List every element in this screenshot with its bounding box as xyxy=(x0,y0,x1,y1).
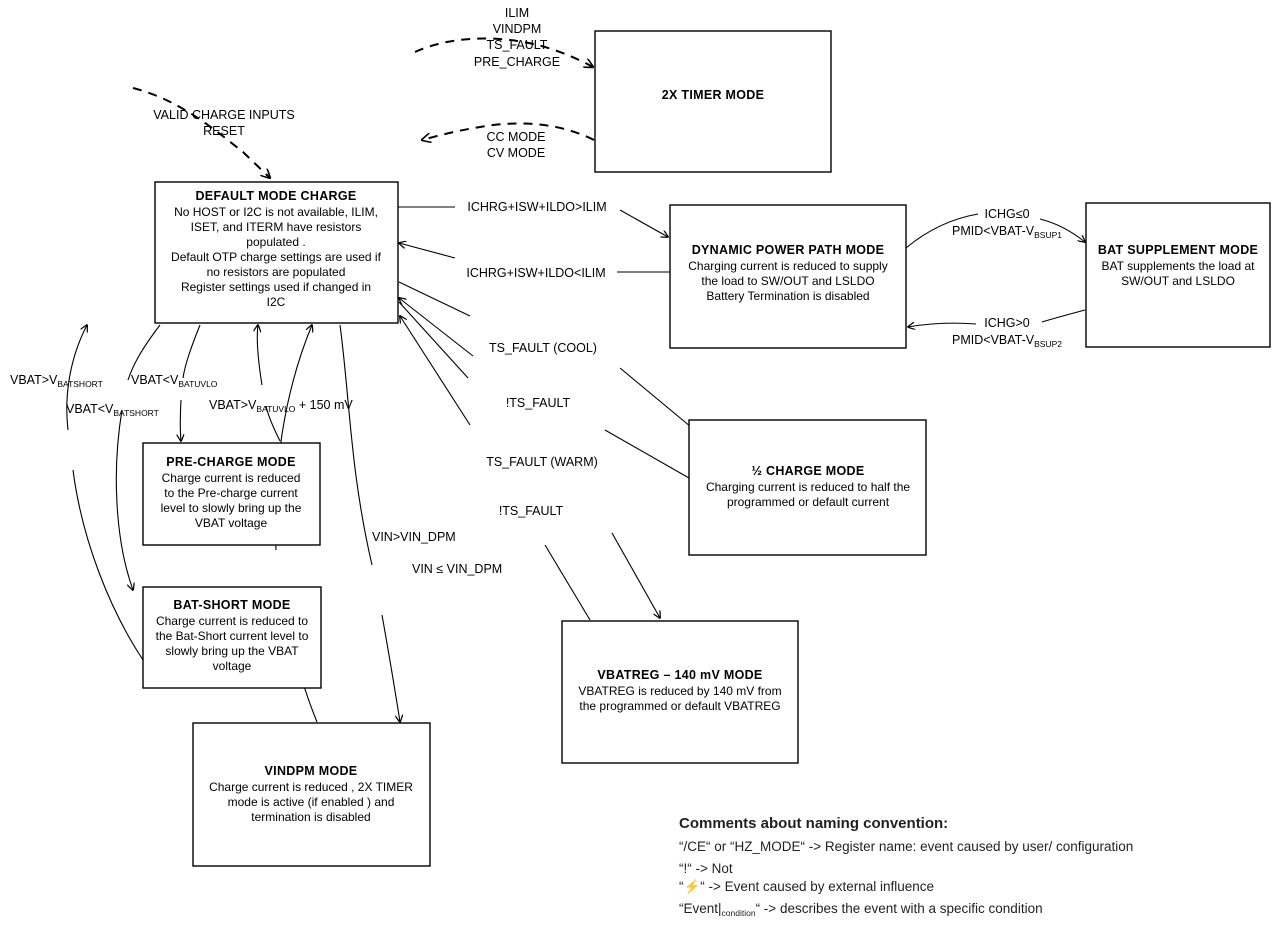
state-line: no resistors are populated xyxy=(206,265,346,279)
state-title: PRE-CHARGE MODE xyxy=(166,455,296,469)
edge-label-ts-fault: TS_FAULT xyxy=(486,38,548,52)
state-title: VINDPM MODE xyxy=(264,764,358,778)
comments-line: “!“ -> Not xyxy=(679,861,733,876)
state-line: slowly bring up the VBAT xyxy=(165,644,299,658)
edge-label-ichrg-lt-ilim: ICHRG+ISW+ILDO<ILIM xyxy=(466,266,606,280)
state-pre-charge-mode[interactable] xyxy=(143,443,320,545)
edge-label-not-ts-fault-1: !TS_FAULT xyxy=(505,396,571,410)
state-bat-supplement-mode[interactable] xyxy=(1086,203,1270,347)
comments-title: Comments about naming convention: xyxy=(679,815,949,832)
edge-label-pmid-bsup2: $PMID<VBAT-V_{BSUP2}$ xyxy=(952,333,1062,349)
state-line: Charge current is reduced xyxy=(161,471,301,485)
edge-label-ichg-gt-0: ICHG>0 xyxy=(984,316,1030,330)
state-title: BAT SUPPLEMENT MODE xyxy=(1097,243,1259,257)
state-line: BAT supplements the load at xyxy=(1101,259,1255,273)
edge-label-pmid-bsup1: $PMID<VBAT-V_{BSUP1}$ xyxy=(952,224,1062,240)
state-line: the Bat-Short current level to xyxy=(155,629,309,643)
state-line: mode is active (if enabled ) and xyxy=(227,795,395,809)
state-line: SW/OUT and LSLDO xyxy=(1121,274,1235,288)
edge-label-vbat-gt-batshort: $VBAT>V_{BATSHORT}$ xyxy=(10,373,103,389)
state-line: the programmed or default VBATREG xyxy=(579,699,781,713)
state-line: VBAT voltage xyxy=(194,516,268,530)
edge-valid-charge-inputs xyxy=(133,88,270,178)
comments-block xyxy=(679,815,1133,918)
state-line: level to slowly bring up the xyxy=(160,501,302,515)
state-line: VBATREG is reduced by 140 mV from xyxy=(578,684,782,698)
state-line: to the Pre-charge current xyxy=(164,486,298,500)
state-line: I2C xyxy=(266,295,286,309)
edge-label-ichg-le-0: ICHG≤0 xyxy=(984,207,1030,221)
comments-line-event-condition: “$Event|_{condition}“$ -> describes the event with a specific condition xyxy=(679,901,1043,918)
state-half-charge-mode[interactable] xyxy=(689,420,926,555)
state-line: Battery Termination is disabled xyxy=(706,289,870,303)
edge-label-valid-charge-inputs: VALID CHARGE INPUTS xyxy=(153,108,295,122)
state-vbatreg-140mv-mode[interactable] xyxy=(562,621,798,763)
state-line: Charge current is reduced to xyxy=(155,614,309,628)
state-line: No HOST or I2C is not available, ILIM, xyxy=(174,205,378,219)
edge-label-ilim: ILIM xyxy=(504,6,530,20)
edge-label-vin-gt-vindpm: VIN>VIN_DPM xyxy=(372,530,456,544)
comments-line: “/CE“ or “HZ_MODE“ -> Register name: event caused by user/ configuration xyxy=(679,839,1134,854)
state-title: 2X TIMER MODE xyxy=(661,88,765,102)
edge-label-cv-mode: CV MODE xyxy=(486,146,546,160)
state-line: termination is disabled xyxy=(251,810,371,824)
state-vindpm-mode[interactable] xyxy=(193,723,430,866)
state-line: programmed or default current xyxy=(726,495,890,509)
edge-label-reset: RESET xyxy=(203,124,245,138)
edge-label-cc-mode: CC MODE xyxy=(486,130,546,144)
state-title: BAT-SHORT MODE xyxy=(173,598,291,612)
edge-label-ts-fault-cool: TS_FAULT (COOL) xyxy=(489,341,597,355)
state-bat-short-mode[interactable] xyxy=(143,587,321,688)
state-line: Charging current is reduced to half the xyxy=(705,480,911,494)
state-line: Charge current is reduced , 2X TIMER xyxy=(209,780,413,794)
edge-label-vbat-gt-batuvlo-150: $VBAT>V_{BATUVLO} + 150$ mV xyxy=(209,398,353,414)
edge-half-charge-to-default-1 xyxy=(399,298,689,478)
state-line: the load to SW/OUT and LSLDO xyxy=(701,274,875,288)
state-line: voltage xyxy=(212,659,252,673)
edge-label-vbat-lt-batuvlo: $VBAT<V_{BATUVLO}$ xyxy=(131,373,218,389)
state-line: Register settings used if changed in xyxy=(180,280,372,294)
state-dynamic-power-path-mode[interactable] xyxy=(670,205,906,348)
edge-label-vin-le-vindpm: VIN ≤ VIN_DPM xyxy=(412,562,503,576)
edge-label-pre-charge: PRE_CHARGE xyxy=(473,55,561,69)
edge-label-ichrg-gt-ilim: ICHRG+ISW+ILDO>ILIM xyxy=(467,200,607,214)
edge-default-to-vindpm xyxy=(340,325,400,722)
state-2x-timer-mode[interactable] xyxy=(595,31,831,172)
state-title: DEFAULT MODE CHARGE xyxy=(195,189,357,203)
state-default-mode-charge[interactable] xyxy=(155,182,398,323)
state-line: ISET, and ITERM have resistors xyxy=(190,220,362,234)
edge-precharge-to-default xyxy=(257,325,280,441)
edge-label-vbat-lt-batshort: $VBAT<V_{BATSHORT}$ xyxy=(66,402,159,418)
state-title: DYNAMIC POWER PATH MODE xyxy=(691,243,885,257)
state-title: ½ CHARGE MODE xyxy=(751,464,865,478)
edge-label-vindpm: VINDPM xyxy=(492,22,542,36)
edge-label-not-ts-fault-2: !TS_FAULT xyxy=(498,504,564,518)
state-line: populated . xyxy=(246,235,306,249)
state-line: Charging current is reduced to supply xyxy=(688,259,888,273)
edge-label-ts-fault-warm: TS_FAULT (WARM) xyxy=(486,455,598,469)
state-line: Default OTP charge settings are used if xyxy=(171,250,381,264)
state-title: VBATREG – 140 mV MODE xyxy=(597,668,763,682)
comments-line: “⚡“ -> Event caused by external influence xyxy=(679,879,935,894)
